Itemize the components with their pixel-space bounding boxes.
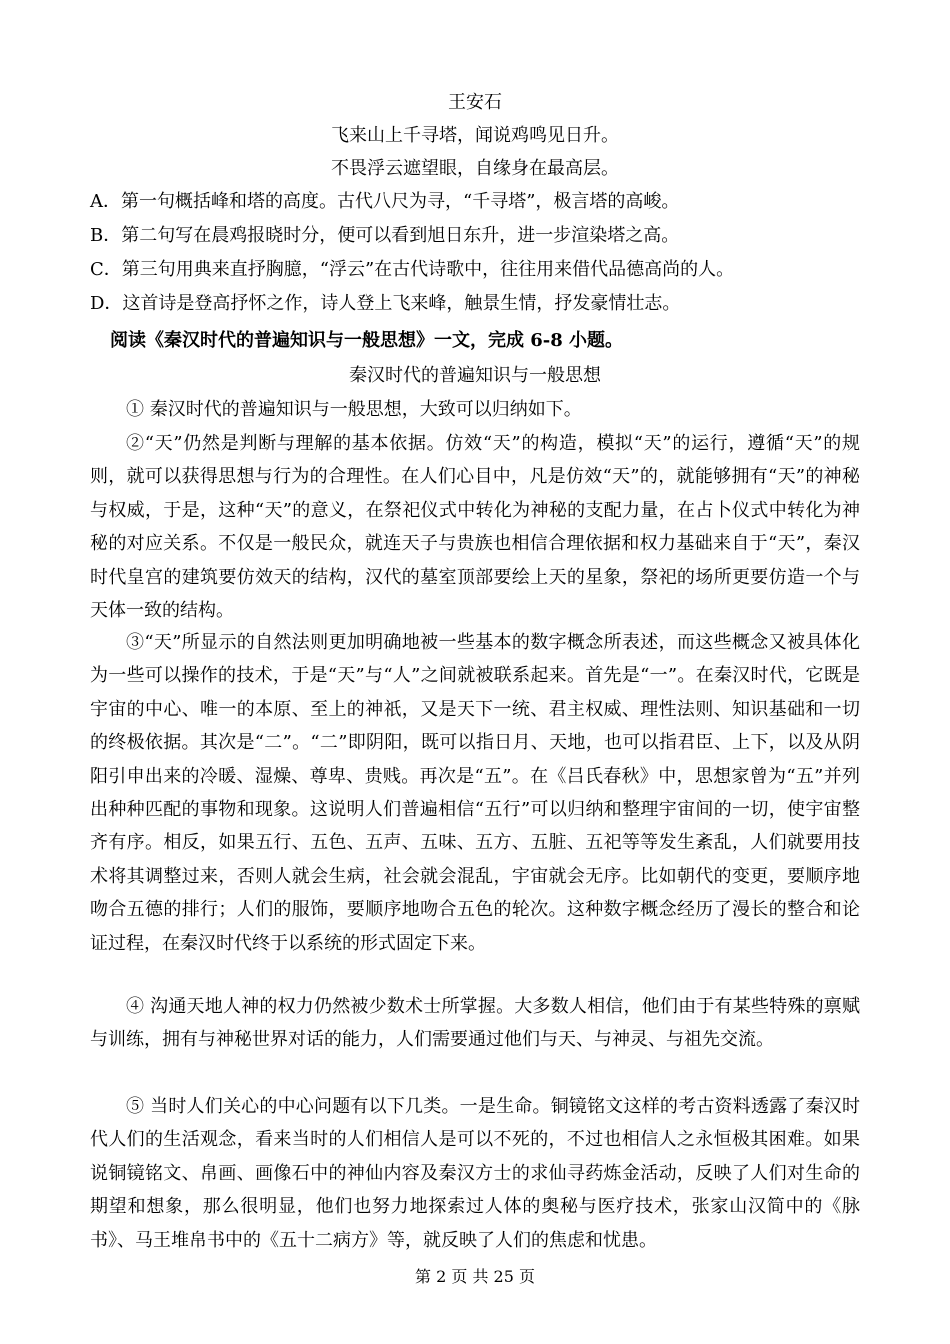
option-a: A．第一句概括峰和塔的高度。古代八尺为寻，“千寻塔”，极言塔的高峻。 [90, 191, 680, 212]
poem-line-2: 不畏浮云遮望眼，自缘身在最高层。 [331, 158, 619, 179]
page-number-footer: 第 2 页 共 25 页 [415, 1267, 535, 1286]
poem-author: 王安石 [448, 92, 502, 113]
poem-line-1: 飞来山上千寻塔，闻说鸡鸣见日升。 [331, 125, 619, 146]
reading-instruction: 阅读《秦汉时代的普遍知识与一般思想》一文，完成 6-8 小题。 [110, 330, 624, 351]
article-paragraph-2: ②“天”仍然是判断与理解的基本依据。仿效“天”的构造，模拟“天”的运行，遵循“天”的规则，就可以获得思想与行为的合理性。在人们心目中，凡是仿效“天”的，就能够拥有“天”的神秘与权威，于是，这种“天”的意义，在祭祀仪式中转化为神秘的支配力量，在占卜仪式中转化为神秘的对应关系。不仅是一般民众，就连天子与贵族也相信合理依据和权力基础来自于“天”，秦汉时代皇宫的建筑要仿效天的结构，汉代的墓室顶部要绘上天的星象，祭祀的场所更要仿造一个与天体一致的结构。 [90, 433, 860, 622]
option-c: C．第三句用典来直抒胸臆，“浮云”在古代诗歌中，往往用来借代品德高尚的人。 [90, 259, 735, 280]
option-d: D．这首诗是登高抒怀之作，诗人登上飞来峰，触景生情，抒发豪情壮志。 [90, 293, 681, 314]
article-paragraph-4: ④ 沟通天地人神的权力仍然被少数术士所掌握。大多数人相信，他们由于有某些特殊的禀赋与训练，拥有与神秘世界对话的能力，人们需要通过他们与天、与神灵、与祖先交流。 [90, 996, 860, 1051]
article-paragraph-1: ① 秦汉时代的普遍知识与一般思想，大致可以归纳如下。 [126, 399, 582, 420]
article-title: 秦汉时代的普遍知识与一般思想 [349, 365, 601, 386]
article-paragraph-5: ⑤ 当时人们关心的中心问题有以下几类。一是生命。铜镜铭文这样的考古资料透露了秦汉时代人们的生活观念，看来当时的人们相信人是可以不死的，不过也相信人之永恒极其困难。如果说铜镜铭文、帛画、画像石中的神仙内容及秦汉方士的求仙寻药炼金活动，反映了人们对生命的期望和想象，那么很明显，他们也努力地探索过人体的奥秘与医疗技术，张家山汉简中的《脉书》、马王堆帛书中的《五十二病方》等，就反映了人们的焦虑和忧患。 [90, 1096, 860, 1251]
article-paragraph-3: ③“天”所显示的自然法则更加明确地被一些基本的数字概念所表述，而这些概念又被具体化为一些可以操作的技术，于是“天”与“人”之间就被联系起来。首先是“一”。在秦汉时代，它既是宇宙的中心、唯一的本原、至上的神祇，又是天下一统、君主权威、理性法则、知识基础和一切的终极依据。其次是“二”。“二”即阴阳，既可以指日月、天地，也可以指君臣、上下，以及从阴阳引申出来的冷暖、湿燥、尊卑、贵贱。再次是“五”。在《吕氏春秋》中，思想家曾为“五”并列出种种匹配的事物和现象。这说明人们普遍相信“五行”可以归纳和整理宇宙间的一切，使宇宙整齐有序。相反，如果五行、五色、五声、五味、五方、五脏、五祀等等发生紊乱，人们就要用技术将其调整过来，否则人就会生病，社会就会混乱，宇宙就会无序。比如朝代的变更，要顺序地吻合五德的排行；人们的服饰，要顺序地吻合五色的轮次。这种数字概念经历了漫长的整合和论证过程，在秦汉时代终于以系统的形式固定下来。 [90, 632, 860, 954]
option-b: B．第二句写在晨鸡报晓时分，便可以看到旭日东升，进一步渲染塔之高。 [90, 225, 680, 246]
